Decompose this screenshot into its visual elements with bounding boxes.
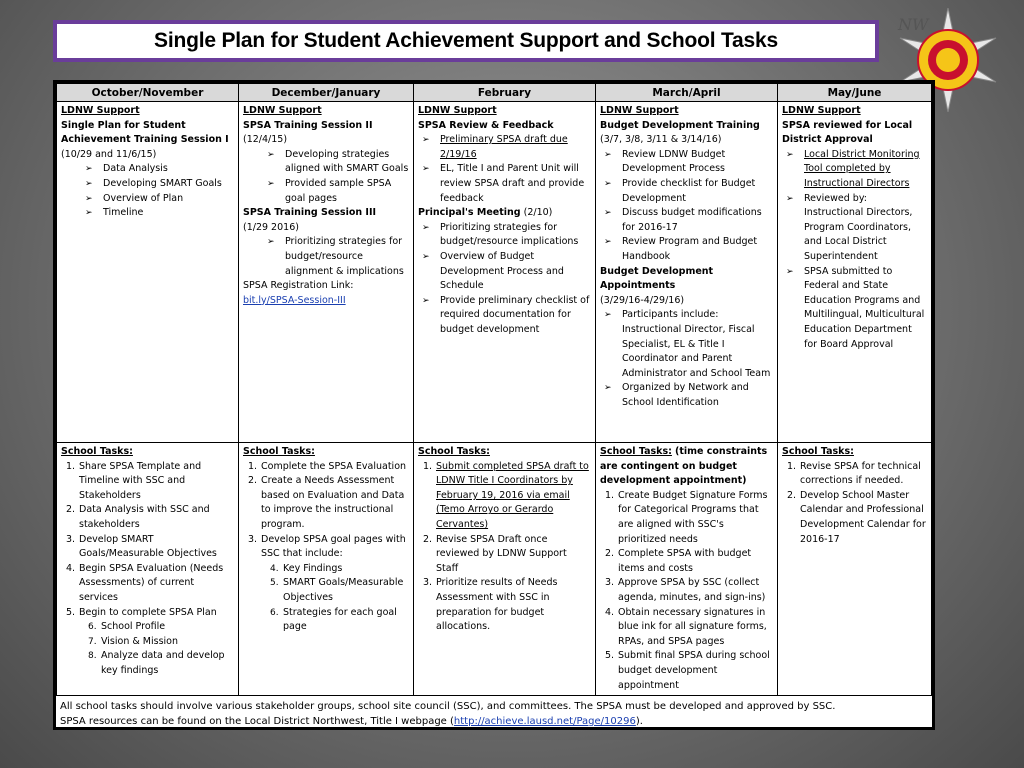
- list-item: ➢ Review Program and Budget Handbook: [622, 235, 773, 264]
- list-item: ➢ Developing strategies aligned with SMART Goals: [285, 148, 409, 177]
- column-header: March/April: [596, 84, 778, 102]
- list-item: ➢ Local District Monitoring Tool completed by Instructional Directors: [804, 148, 927, 192]
- support-heading: LDNW Support: [782, 105, 861, 116]
- tasks-cell-march-april: [596, 443, 778, 696]
- registration-label: SPSA Registration Link:: [243, 280, 354, 292]
- footer-line-1: All school tasks should involve various stakeholder groups, school site council (SSC), and committees. The SPSA must be developed and approved by SSC.: [60, 701, 836, 713]
- support-heading: LDNW Support: [61, 105, 140, 116]
- support-title-2: Budget Development Appointments: [600, 265, 714, 292]
- support-cell-dec-jan: [239, 102, 414, 443]
- list-item: ➢ Participants include: Instructional Director, Fiscal Specialist, EL & Title I Coordinator and Parent Administrator and School Team: [622, 308, 773, 381]
- list-item: Develop School Master Calendar and Professional Development Calendar for 2016-17: [800, 489, 926, 545]
- sub-item: Key Findings: [283, 562, 343, 574]
- list-item: Develop SMART Goals/Measurable Objectives: [79, 533, 217, 560]
- list-item: Data Analysis with SSC and stakeholders: [79, 504, 210, 530]
- footer-line-2-prefix: SPSA resources can be found on the Local District Northwest, Title I webpage (: [60, 716, 454, 728]
- support-title: SPSA Training Session II: [243, 119, 373, 131]
- tasks-cell-february: [414, 443, 596, 696]
- list-item: Revise SPSA for technical corrections if needed.: [800, 460, 921, 487]
- list-item: ➢ Provide checklist for Budget Development: [622, 177, 773, 206]
- footer-note: [56, 696, 932, 732]
- slide-title: Single Plan for Student Achievement Support and School Tasks: [154, 29, 778, 52]
- list-item: ➢ Reviewed by: Instructional Directors, Program Coordinators, and Local District Superintendent: [804, 192, 927, 265]
- list-item: Share SPSA Template and Timeline with SSC and Stakeholders: [79, 460, 202, 501]
- support-heading: LDNW Support: [418, 105, 497, 116]
- list-item: Complete the SPSA Evaluation: [261, 460, 407, 472]
- list-item: ➢ Preliminary SPSA draft due 2/19/16: [440, 133, 591, 162]
- tasks-heading: School Tasks:: [418, 446, 490, 457]
- list-item: Create a Needs Assessment based on Evaluation and Data to improve the instructional program.: [261, 475, 405, 530]
- list-item: ➢ Developing SMART Goals: [103, 177, 234, 192]
- list-item: [79, 606, 234, 679]
- sub-item: Strategies for each goal page: [283, 606, 397, 633]
- support-cell-may-june: [778, 102, 932, 443]
- list-item: Begin SPSA Evaluation (Needs Assessments) of current services: [79, 562, 224, 603]
- sub-item: Vision & Mission: [101, 635, 179, 647]
- tasks-cell-oct-nov: [57, 443, 239, 696]
- sub-item: Analyze data and develop key findings: [101, 650, 225, 676]
- list-item: ➢ Data Analysis: [103, 162, 234, 177]
- support-title-2: SPSA Training Session III: [243, 207, 377, 219]
- title-i-webpage-link[interactable]: http://achieve.lausd.net/Page/10296: [453, 716, 636, 728]
- column-header: October/November: [57, 84, 239, 102]
- list-item: Create Budget Signature Forms for Categorical Programs that are aligned with SSC's prioritized needs: [618, 489, 768, 545]
- list-item: Revise SPSA Draft once reviewed by LDNW Support Staff: [436, 533, 567, 574]
- list-item: ➢ Timeline: [103, 206, 234, 221]
- list-item: ➢ Provide preliminary checklist of required documentation for budget development: [440, 294, 591, 338]
- schedule-table: [56, 83, 932, 696]
- list-item: Approve SPSA by SSC (collect agenda, minutes, and sign-ins): [618, 577, 766, 603]
- support-title-2: Principal's Meeting: [418, 207, 521, 219]
- support-dates: (3/7, 3/8, 3/11 & 3/14/16): [600, 134, 722, 146]
- support-title: Single Plan for Student Achievement Training Session I: [61, 119, 229, 146]
- list-item: Prioritize results of Needs Assessment with SSC in preparation for budget allocations.: [436, 577, 558, 633]
- list-item: Submit completed SPSA draft to LDNW Title I Coordinators by February 19, 2016 via email (Temo Arroyo or Gerardo Cervantes): [436, 460, 589, 530]
- list-item: ➢ Provided sample SPSA goal pages: [285, 177, 409, 206]
- tasks-heading: School Tasks:: [600, 446, 672, 457]
- support-cell-march-april: [596, 102, 778, 443]
- schedule-document: [56, 83, 932, 727]
- sub-item: School Profile: [101, 621, 166, 633]
- list-item: ➢ Discuss budget modifications for 2016-17: [622, 206, 773, 235]
- support-dates: (10/29 and 11/6/15): [61, 148, 157, 160]
- registration-link[interactable]: bit.ly/SPSA-Session-III: [243, 294, 346, 306]
- list-item-text: Begin to complete SPSA Plan: [79, 606, 217, 618]
- tasks-heading: School Tasks:: [782, 446, 854, 457]
- support-dates-2: (2/10): [523, 207, 553, 219]
- column-header: December/January: [239, 84, 414, 102]
- support-title: SPSA Review & Feedback: [418, 119, 554, 131]
- column-header: May/June: [778, 84, 932, 102]
- list-item-text: Develop SPSA goal pages with SSC that include:: [261, 533, 406, 560]
- tasks-heading-note: (time constraints are contingent on budget development appointment): [600, 446, 768, 487]
- support-dates-2: (1/29 2016): [243, 221, 299, 233]
- list-item: ➢ Prioritizing strategies for budget/resource alignment & implications: [285, 235, 409, 279]
- support-heading: LDNW Support: [243, 105, 322, 116]
- list-item: Obtain necessary signatures in blue ink for all signature forms, RPAs, and SPSA pages: [618, 606, 767, 647]
- list-item: ➢ Overview of Plan: [103, 192, 234, 207]
- list-item: ➢ Review LDNW Budget Development Process: [622, 148, 773, 177]
- list-item: ➢ SPSA submitted to Federal and State Education Programs and Multilingual, Multicultural Education Department for Board Approval: [804, 265, 927, 353]
- logo-nw-text: NW: [898, 15, 929, 34]
- list-item: ➢ Organized by Network and School Identification: [622, 381, 773, 410]
- column-header: February: [414, 84, 596, 102]
- support-cell-february: [414, 102, 596, 443]
- tasks-cell-may-june: [778, 443, 932, 696]
- footer-line-2-suffix: ).: [635, 716, 643, 728]
- list-item: ➢ Prioritizing strategies for budget/resource implications: [440, 221, 591, 250]
- support-title: Budget Development Training: [600, 119, 760, 131]
- support-dates: (12/4/15): [243, 134, 288, 146]
- tasks-heading: School Tasks:: [61, 446, 133, 457]
- list-item: [261, 533, 409, 635]
- tasks-heading: School Tasks:: [243, 446, 315, 457]
- support-dates-2: (3/29/16-4/29/16): [600, 294, 685, 306]
- support-heading: LDNW Support: [600, 105, 679, 116]
- list-item: Complete SPSA with budget items and costs: [618, 548, 752, 574]
- sub-item: SMART Goals/Measurable Objectives: [283, 577, 404, 603]
- slide-title-box: [53, 20, 879, 62]
- list-item: ➢ Overview of Budget Development Process and Schedule: [440, 250, 591, 294]
- support-title: SPSA reviewed for Local District Approval: [782, 119, 913, 146]
- list-item: Submit final SPSA during school budget development appointment: [618, 650, 770, 691]
- schedule-frame: [53, 80, 935, 730]
- support-cell-oct-nov: [57, 102, 239, 443]
- tasks-cell-dec-jan: [239, 443, 414, 696]
- list-item: ➢ EL, Title I and Parent Unit will review SPSA draft and provide feedback: [440, 162, 591, 206]
